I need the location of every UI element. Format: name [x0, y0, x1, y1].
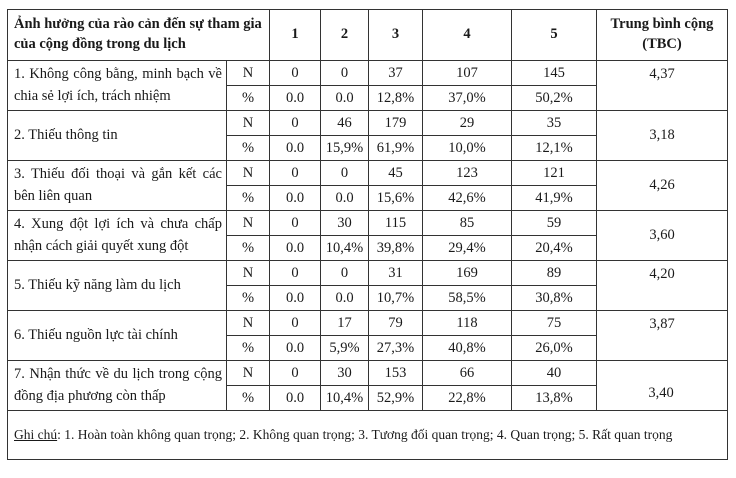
tbc-header-line2: (TBC): [642, 36, 682, 52]
table-row: [8, 61, 728, 86]
count-cell-4: 85: [423, 211, 512, 236]
level-header-1: 1: [270, 10, 321, 61]
percent-cell-1: 0.0: [270, 286, 321, 311]
table-row: [8, 111, 728, 136]
count-cell-2: 30: [321, 361, 369, 386]
tbc-value-text: 3,87: [649, 315, 675, 332]
count-type-label: N: [227, 161, 270, 186]
count-cell-4: 107: [423, 61, 512, 86]
count-type-label: N: [227, 311, 270, 336]
percent-cell-1: 0.0: [270, 236, 321, 261]
note-text: : 1. Hoàn toàn không quan trọng; 2. Không quan trọng; 3. Tương đối quan trọng; 4. Quan trọng; 5. Rất quan trọng: [57, 427, 673, 442]
count-type-label: N: [227, 361, 270, 386]
percent-cell-4: 22,8%: [423, 386, 512, 411]
count-cell-3: 45: [369, 161, 423, 186]
table-row: [8, 161, 728, 186]
percent-cell-5: 12,1%: [512, 136, 597, 161]
percent-cell-3: 61,9%: [369, 136, 423, 161]
count-cell-1: 0: [270, 61, 321, 86]
tbc-value: [597, 61, 728, 111]
percent-cell-5: 20,4%: [512, 236, 597, 261]
criterion-label: 4. Xung đột lợi ích và chưa chấp nhận cách giải quyết xung đột: [8, 211, 227, 261]
count-cell-1: 0: [270, 211, 321, 236]
header-row: [8, 10, 728, 61]
tbc-value-text: 3,18: [649, 127, 675, 143]
percent-cell-1: 0.0: [270, 386, 321, 411]
percent-cell-1: 0.0: [270, 186, 321, 211]
criterion-label: 3. Thiếu đối thoại và gắn kết các bên liên quan: [8, 161, 227, 211]
percent-type-label: %: [227, 236, 270, 261]
percent-cell-1: 0.0: [270, 86, 321, 111]
tbc-header-line1: Trung bình cộng: [610, 16, 714, 33]
tbc-value: [597, 311, 728, 361]
count-cell-4: 118: [423, 311, 512, 336]
percent-cell-5: 50,2%: [512, 86, 597, 111]
count-cell-5: 75: [512, 311, 597, 336]
percent-cell-5: 13,8%: [512, 386, 597, 411]
percent-cell-5: 41,9%: [512, 186, 597, 211]
percent-type-label: %: [227, 386, 270, 411]
count-cell-3: 179: [369, 111, 423, 136]
percent-cell-3: 27,3%: [369, 336, 423, 361]
percent-cell-5: 30,8%: [512, 286, 597, 311]
percent-type-label: %: [227, 286, 270, 311]
count-cell-4: 66: [423, 361, 512, 386]
tbc-value-text: 3,60: [649, 227, 675, 243]
count-cell-5: 40: [512, 361, 597, 386]
percent-type-label: %: [227, 336, 270, 361]
barrier-impact-table: [7, 9, 728, 460]
tbc-value: [597, 211, 728, 261]
count-cell-3: 79: [369, 311, 423, 336]
criterion-label: 5. Thiếu kỹ năng làm du lịch: [8, 261, 227, 311]
count-cell-4: 29: [423, 111, 512, 136]
percent-cell-4: 40,8%: [423, 336, 512, 361]
criteria-header: Ảnh hưởng của rào cản đến sự tham gia của cộng đồng trong du lịch: [8, 10, 270, 61]
count-cell-3: 31: [369, 261, 423, 286]
count-cell-5: 121: [512, 161, 597, 186]
tbc-header: [597, 10, 728, 61]
percent-type-label: %: [227, 86, 270, 111]
percent-cell-2: 10,4%: [321, 236, 369, 261]
legend-note: [8, 411, 728, 460]
percent-cell-3: 39,8%: [369, 236, 423, 261]
count-cell-2: 0: [321, 261, 369, 286]
percent-cell-3: 12,8%: [369, 86, 423, 111]
count-cell-1: 0: [270, 111, 321, 136]
level-header-2: 2: [321, 10, 369, 61]
count-type-label: N: [227, 261, 270, 286]
percent-cell-2: 0.0: [321, 186, 369, 211]
note-prefix: Ghi chú: [14, 427, 58, 442]
count-cell-1: 0: [270, 361, 321, 386]
count-cell-2: 30: [321, 211, 369, 236]
percent-cell-3: 10,7%: [369, 286, 423, 311]
percent-cell-2: 10,4%: [321, 386, 369, 411]
table-row: [8, 261, 728, 286]
count-type-label: N: [227, 111, 270, 136]
count-cell-2: 46: [321, 111, 369, 136]
count-cell-2: 0: [321, 161, 369, 186]
percent-cell-1: 0.0: [270, 336, 321, 361]
percent-type-label: %: [227, 186, 270, 211]
percent-cell-1: 0.0: [270, 136, 321, 161]
count-type-label: N: [227, 211, 270, 236]
table-row: [8, 361, 728, 386]
percent-cell-4: 42,6%: [423, 186, 512, 211]
note-row: [8, 411, 728, 460]
tbc-value-text: 3,40: [648, 384, 674, 401]
tbc-value: [597, 111, 728, 161]
percent-cell-5: 26,0%: [512, 336, 597, 361]
percent-cell-2: 15,9%: [321, 136, 369, 161]
count-cell-3: 153: [369, 361, 423, 386]
criterion-label: 2. Thiếu thông tin: [8, 111, 227, 161]
count-cell-3: 37: [369, 61, 423, 86]
criterion-label: 6. Thiếu nguồn lực tài chính: [8, 311, 227, 361]
percent-cell-4: 10,0%: [423, 136, 512, 161]
tbc-value-text: 4,26: [649, 177, 675, 193]
count-cell-5: 59: [512, 211, 597, 236]
percent-cell-2: 0.0: [321, 286, 369, 311]
tbc-value: [597, 361, 728, 411]
count-cell-3: 115: [369, 211, 423, 236]
table-row: [8, 211, 728, 236]
percent-cell-2: 0.0: [321, 86, 369, 111]
count-cell-4: 123: [423, 161, 512, 186]
level-header-4: 4: [423, 10, 512, 61]
count-cell-1: 0: [270, 261, 321, 286]
level-header-3: 3: [369, 10, 423, 61]
criterion-label: 1. Không công bằng, minh bạch về chia sẻ lợi ích, trách nhiệm: [8, 61, 227, 111]
table-row: [8, 311, 728, 336]
survey-table-document: [7, 9, 727, 464]
count-type-label: N: [227, 61, 270, 86]
percent-cell-2: 5,9%: [321, 336, 369, 361]
tbc-value: [597, 161, 728, 211]
percent-type-label: %: [227, 136, 270, 161]
percent-cell-4: 29,4%: [423, 236, 512, 261]
percent-cell-3: 52,9%: [369, 386, 423, 411]
tbc-value: [597, 261, 728, 311]
percent-cell-4: 37,0%: [423, 86, 512, 111]
count-cell-2: 17: [321, 311, 369, 336]
count-cell-2: 0: [321, 61, 369, 86]
criterion-label: 7. Nhận thức về du lịch trong cộng đồng địa phương còn thấp: [8, 361, 227, 411]
percent-cell-3: 15,6%: [369, 186, 423, 211]
tbc-value-text: 4,20: [649, 265, 675, 282]
count-cell-5: 35: [512, 111, 597, 136]
count-cell-5: 145: [512, 61, 597, 86]
level-header-5: 5: [512, 10, 597, 61]
tbc-value-text: 4,37: [649, 65, 675, 82]
count-cell-5: 89: [512, 261, 597, 286]
percent-cell-4: 58,5%: [423, 286, 512, 311]
count-cell-1: 0: [270, 161, 321, 186]
count-cell-1: 0: [270, 311, 321, 336]
count-cell-4: 169: [423, 261, 512, 286]
